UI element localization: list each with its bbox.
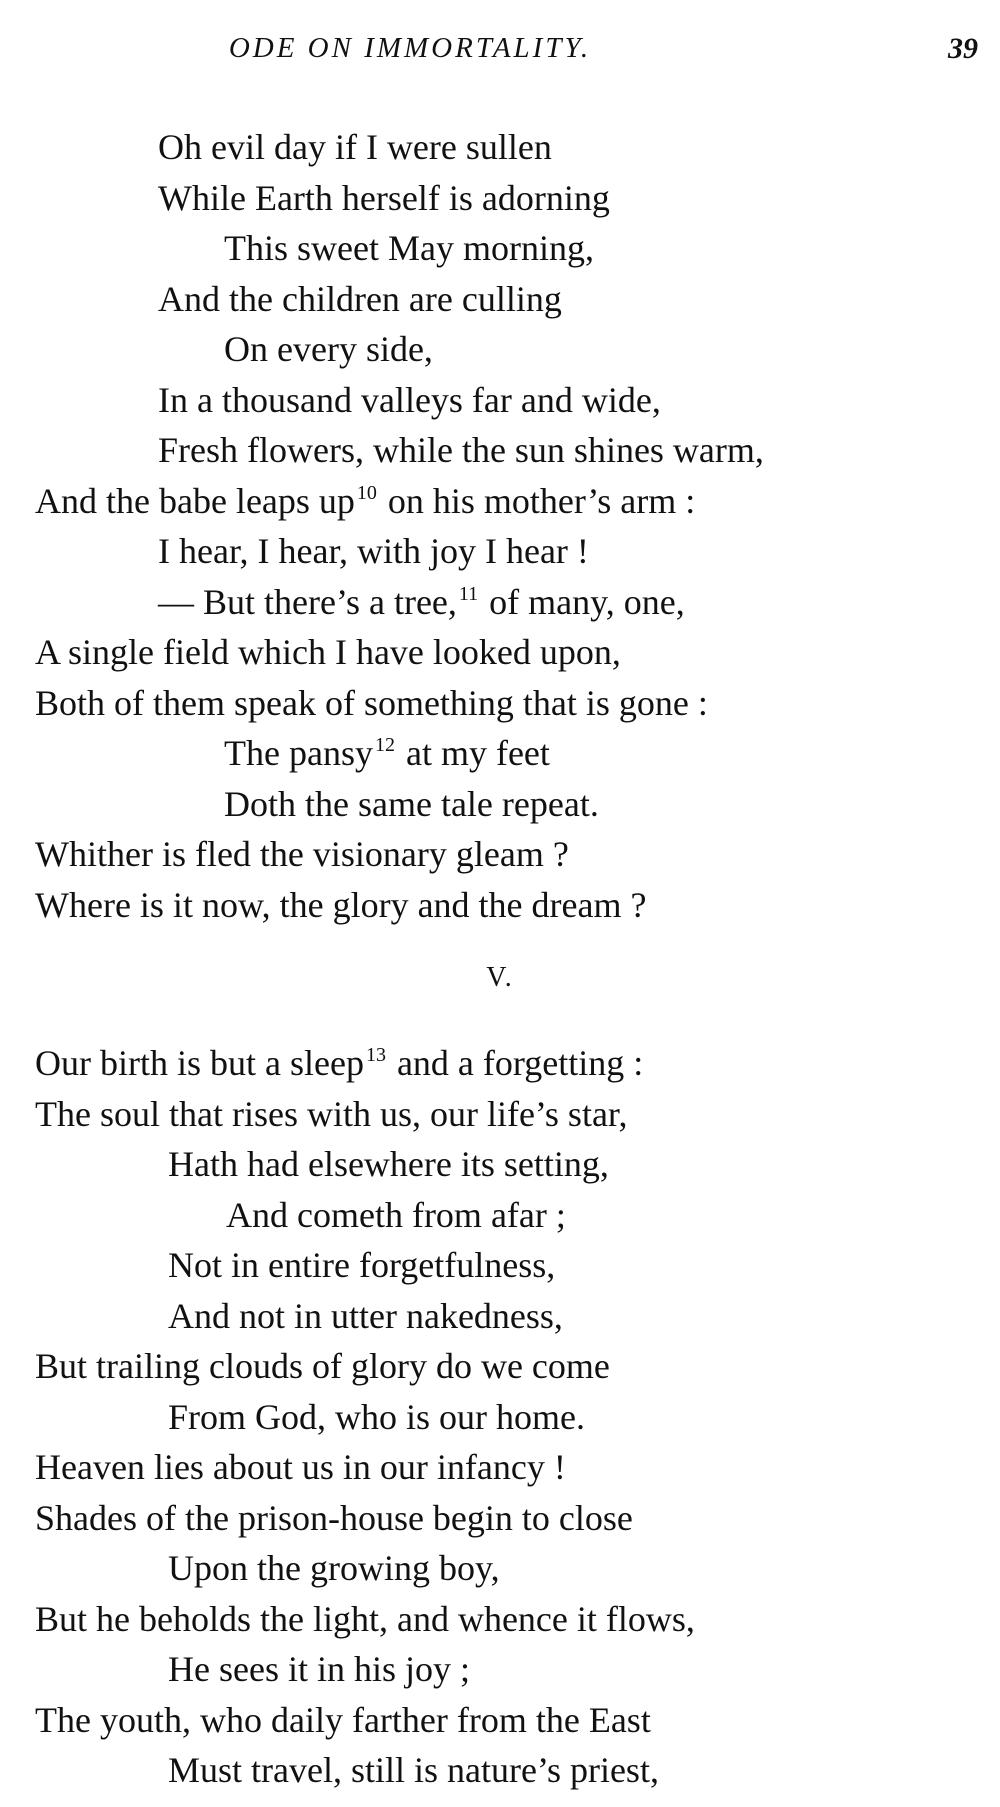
poem-line <box>0 476 1000 527</box>
poem-line: Whither is fled the visionary gleam ? <box>35 834 569 874</box>
poem-line: But he beholds the light, and whence it flows, <box>35 1598 695 1639</box>
line-text: Our birth is but a sleep <box>35 1043 364 1083</box>
section-numeral: V. <box>486 962 514 993</box>
line-text: on his mother’s arm : <box>378 480 696 521</box>
poem-line: On every side, <box>224 329 433 369</box>
poem-line: Shades of the prison-house begin to close <box>35 1497 633 1538</box>
poem-line: Oh evil day if I were sullen <box>158 127 552 167</box>
poem-line <box>0 728 1000 779</box>
line-text: And the babe leaps up <box>35 480 355 521</box>
poem-line: Both of them speak of something that is gone : <box>35 682 708 723</box>
running-title: ODE ON IMMORTALITY. <box>228 32 592 64</box>
poem-line: This sweet May morning, <box>224 228 594 268</box>
poem-line: Hath had elsewhere its setting, <box>168 1144 609 1184</box>
stanza-iv-end <box>0 122 1000 930</box>
poem-line <box>0 1038 1000 1089</box>
line-text: of many, one, <box>480 581 685 622</box>
footnote-ref: 13 <box>365 1044 386 1066</box>
poem-line: From God, who is our home. <box>168 1396 585 1437</box>
poem-line: While Earth herself is adorning <box>158 177 610 218</box>
line-text: The pansy <box>224 733 373 773</box>
line-text: and a forgetting : <box>387 1043 644 1083</box>
poem-line: And the children are culling <box>158 278 562 319</box>
poem-line: I hear, I hear, with joy I hear ! <box>158 531 589 571</box>
footnote-ref: 10 <box>356 481 377 504</box>
poem-line <box>0 577 1000 628</box>
poem-line: A single field which I have looked upon, <box>35 632 621 672</box>
poem-line: And not in utter nakedness, <box>168 1295 563 1336</box>
poem-line: Upon the growing boy, <box>168 1548 500 1588</box>
poem-line: Where is it now, the glory and the dream ? <box>35 884 647 925</box>
poem-line: Doth the same tale repeat. <box>224 783 599 824</box>
poem-line: The soul that rises with us, our life’s star, <box>35 1093 628 1134</box>
poem-line: Heaven lies about us in our infancy ! <box>35 1447 566 1487</box>
poem-line: He sees it in his joy ; <box>168 1649 470 1689</box>
line-text: at my feet <box>396 733 550 773</box>
poem-line: And cometh from afar ; <box>226 1194 566 1235</box>
poem-line: But trailing clouds of glory do we come <box>35 1346 610 1386</box>
stanza-v <box>0 1038 1000 1796</box>
line-text: — But there’s a tree, <box>158 581 457 622</box>
poem-line: Fresh flowers, while the sun shines warm, <box>158 430 764 470</box>
poem-line: The youth, who daily farther from the East <box>35 1699 651 1740</box>
poem-line: In a thousand valleys far and wide, <box>158 379 661 420</box>
poem-line: Not in entire forgetfulness, <box>168 1245 556 1285</box>
footnote-ref: 11 <box>458 582 479 605</box>
page-number: 39 <box>948 32 978 65</box>
poem-line: Must travel, still is nature’s priest, <box>168 1750 659 1790</box>
page-header <box>0 32 1000 72</box>
footnote-ref: 12 <box>374 734 395 756</box>
